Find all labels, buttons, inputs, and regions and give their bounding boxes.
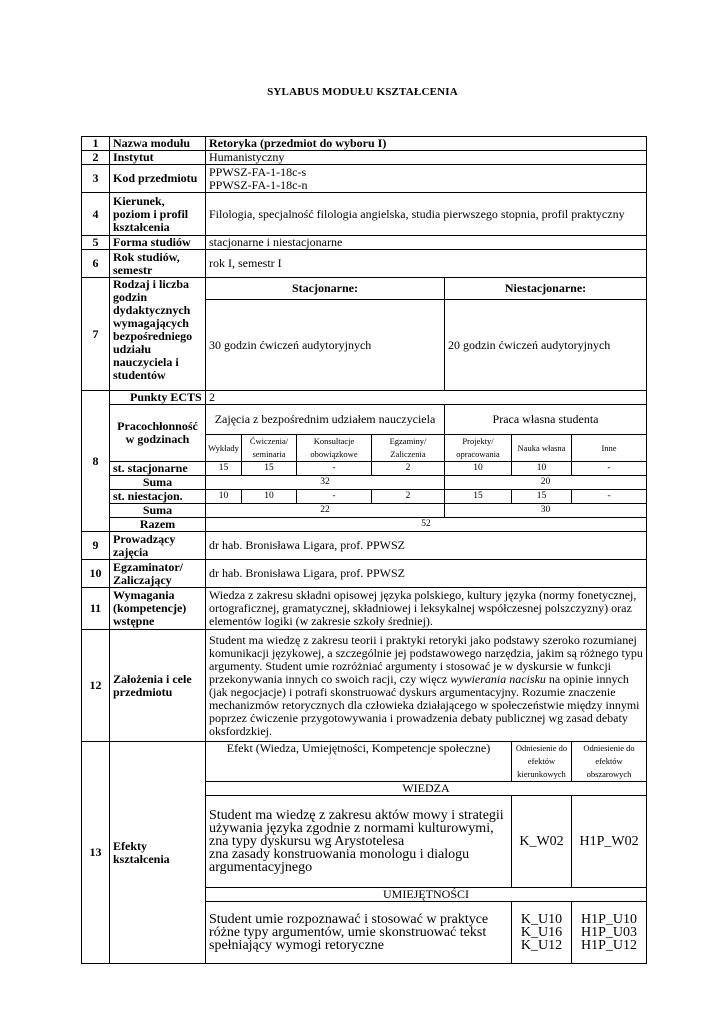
part-time-hours: 20 godzin ćwiczeń audytoryjnych	[445, 300, 647, 391]
hours-cell: -	[297, 462, 372, 476]
column-header: Nauka własna	[512, 435, 572, 462]
row-number: 10	[82, 560, 110, 588]
course-code-value	[206, 165, 647, 193]
row-prerequisites	[82, 588, 647, 630]
row-number: 3	[82, 165, 110, 193]
row-number: 7	[82, 278, 110, 391]
skills-text: Student umie rozpoznawać i stosować w praktyce różne typy argumentów, umie skonstruować tekst spełniający wymogi retoryczne	[206, 902, 512, 964]
knowledge-line: zna typy dyskursu wg Arystotelesa	[209, 834, 405, 849]
row-number: 5	[82, 236, 110, 250]
hours-cell: 10	[445, 462, 512, 476]
row-ects	[82, 391, 647, 405]
row-study-form	[82, 236, 647, 250]
column-header: Projekty/ opracowania	[445, 435, 512, 462]
row-number: 2	[82, 151, 110, 165]
column-header: Egzaminy/ Zaliczenia	[372, 435, 445, 462]
syllabus-table	[81, 136, 647, 964]
hours-cell: 15	[242, 462, 297, 476]
skills-directional	[512, 902, 572, 964]
page-title: SYLABUS MODUŁU KSZTAŁCENIA	[267, 86, 458, 98]
part-time-header: Niestacjonarne:	[445, 278, 647, 300]
study-form-value: stacjonarne i niestacjonarne	[206, 236, 647, 250]
row-examiner	[82, 560, 647, 588]
part-time-label: st. niestacjon.	[110, 490, 206, 504]
prerequisites-value: Wiedza z zakresu składni opisowej języka polskiego, kultury języka (normy fonetycznej, ortograficznej, gramatycznej, składniowej i leksykalnej współczesnej polszczyzny) oraz elementów logiki (w zakresie szkoły średniej).	[206, 588, 647, 630]
full-time-header: Stacjonarne:	[206, 278, 445, 300]
row-year-semester	[82, 250, 647, 278]
outcome-code: H1P_U10	[581, 912, 638, 927]
area-header: Odniesienie do efektów obszarowych	[572, 742, 647, 782]
row-workload-groups	[82, 405, 647, 435]
row-label: Egzaminator/ Zaliczający	[110, 560, 206, 588]
sum-contact: 32	[206, 476, 445, 490]
hours-cell: 10	[512, 462, 572, 476]
row-number: 8	[82, 391, 110, 532]
skills-section: UMIEJĘTNOŚCI	[206, 888, 647, 902]
row-number: 13	[82, 742, 110, 964]
row-instructor	[82, 532, 647, 560]
row-label: Kod przedmiotu	[110, 165, 206, 193]
row-label: Prowadzący zajęcia	[110, 532, 206, 560]
hours-cell: 2	[372, 462, 445, 476]
row-number: 1	[82, 137, 110, 151]
row-label: Kierunek, poziom i profil kształcenia	[110, 193, 206, 236]
column-header: Inne	[572, 435, 647, 462]
row-label: Efekty kształcenia	[110, 742, 206, 964]
row-label: Forma studiów	[110, 236, 206, 250]
row-part-time-hours	[82, 490, 647, 504]
hours-cell: 15	[512, 490, 572, 504]
row-label: Założenia i cele przedmiotu	[110, 630, 206, 742]
field-of-study-value: Filologia, specjalność filologia angielska, studia pierwszego stopnia, profil praktyczny	[206, 193, 647, 236]
year-semester-value: rok I, semestr I	[206, 250, 647, 278]
hours-cell: 10	[206, 490, 242, 504]
institute-value: Humanistyczny	[206, 151, 647, 165]
row-full-time-sum	[82, 476, 647, 490]
row-total	[82, 518, 647, 532]
self-study-group: Praca własna studenta	[445, 405, 647, 435]
row-learning-outcomes-head	[82, 742, 647, 782]
full-time-hours: 30 godzin ćwiczeń audytoryjnych	[206, 300, 445, 391]
row-course-goals	[82, 630, 647, 742]
outcome-code: K_U10	[520, 912, 563, 927]
sum-label: Suma	[110, 476, 206, 490]
hours-cell: 15	[206, 462, 242, 476]
sum-contact: 22	[206, 504, 445, 518]
row-label: Rodzaj i liczba godzin dydaktycznych wymagających bezpośredniego udziału nauczyciela i studentów	[110, 278, 206, 391]
row-number: 12	[82, 630, 110, 742]
sum-self: 20	[445, 476, 647, 490]
row-number: 4	[82, 193, 110, 236]
hours-cell: -	[572, 490, 647, 504]
row-institute	[82, 151, 647, 165]
row-module-name	[82, 137, 647, 151]
row-full-time-hours	[82, 462, 647, 476]
full-time-label: st. stacjonarne	[110, 462, 206, 476]
row-number: 6	[82, 250, 110, 278]
row-teaching-hours-head	[82, 278, 647, 300]
knowledge-directional: K_W02	[512, 796, 572, 888]
hours-cell: -	[297, 490, 372, 504]
directional-header: Odniesienie do efektów kierunkowych	[512, 742, 572, 782]
hours-cell: -	[572, 462, 647, 476]
column-header: Konsultacje obowiązkowe	[297, 435, 372, 462]
knowledge-area: H1P_W02	[572, 796, 647, 888]
ects-value: 2	[206, 391, 647, 405]
outcome-code: H1P_U03	[581, 925, 638, 940]
examiner-value: dr hab. Bronisława Ligara, prof. PPWSZ	[206, 560, 647, 588]
sum-label: Suma	[110, 504, 206, 518]
row-course-code	[82, 165, 647, 193]
outcome-code: H1P_U12	[581, 938, 638, 953]
effect-header: Efekt (Wiedza, Umiejętności, Kompetencje społeczne)	[206, 742, 512, 782]
course-code-line: PPWSZ-FA-1-18c-s	[209, 164, 307, 179]
hours-cell: 10	[242, 490, 297, 504]
knowledge-text	[206, 796, 512, 888]
knowledge-line: Student ma wiedzę z zakresu aktów mowy i strategii używania języka zgodnie z normami kulturowymi,	[209, 808, 504, 836]
outcome-code: K_U16	[520, 925, 563, 940]
column-header: Ćwiczenia/ seminaria	[242, 435, 297, 462]
total-label: Razem	[110, 518, 206, 532]
row-label: Instytut	[110, 151, 206, 165]
course-code-line: PPWSZ-FA-1-18c-n	[209, 177, 308, 192]
course-goals-value	[206, 630, 647, 742]
goals-text-emphasis: wywierania nacisku	[450, 671, 546, 686]
knowledge-section: WIEDZA	[206, 782, 647, 796]
goals-text-part: Student ma wiedzę z zakresu teorii i praktyki retoryki jako podstawy szeroko rozumianej komunikacji językowej, a szczególnie jej podstawowego narzędzia, jakim są różnego typu argumenty. Student umie rozróżniać argumenty i stosować je w dyskursie w funkcji przekonywania innych co swoich racji, czy więcz	[209, 632, 643, 686]
row-label: Nazwa modułu	[110, 137, 206, 151]
ects-label: Punkty ECTS	[110, 391, 206, 405]
row-label: Wymagania (kompetencje) wstępne	[110, 588, 206, 630]
module-name-value: Retoryka (przedmiot do wyboru I)	[206, 137, 647, 151]
row-part-time-sum	[82, 504, 647, 518]
row-number: 9	[82, 532, 110, 560]
outcome-code: K_U12	[520, 938, 563, 953]
knowledge-line: zna zasady konstruowania monologu i dialogu argumentacyjnego	[209, 847, 470, 875]
row-field-of-study	[82, 193, 647, 236]
contact-hours-group: Zajęcia z bezpośrednim udziałem nauczyciela	[206, 405, 445, 435]
sum-self: 30	[445, 504, 647, 518]
row-label: Rok studiów, semestr	[110, 250, 206, 278]
row-number: 11	[82, 588, 110, 630]
goals-text-part: na opinie innych (jak negocjacje) i potrafi skonstruować dyskurs argumentacyjny. Rozumie znaczenie mechanizmów retorycznych dla człowieka działającego w społeczeństwie między innymi poprzez ćwiczenie przygotowywania i prowadzenia debaty publicznej wg zasad debaty oksfordzkiej.	[209, 671, 640, 738]
skills-area	[572, 902, 647, 964]
total-value: 52	[206, 518, 647, 532]
hours-cell: 15	[445, 490, 512, 504]
column-header: Wykłady	[206, 435, 242, 462]
instructor-value: dr hab. Bronisława Ligara, prof. PPWSZ	[206, 532, 647, 560]
workload-label: Pracochłonność w godzinach	[110, 405, 206, 462]
hours-cell: 2	[372, 490, 445, 504]
